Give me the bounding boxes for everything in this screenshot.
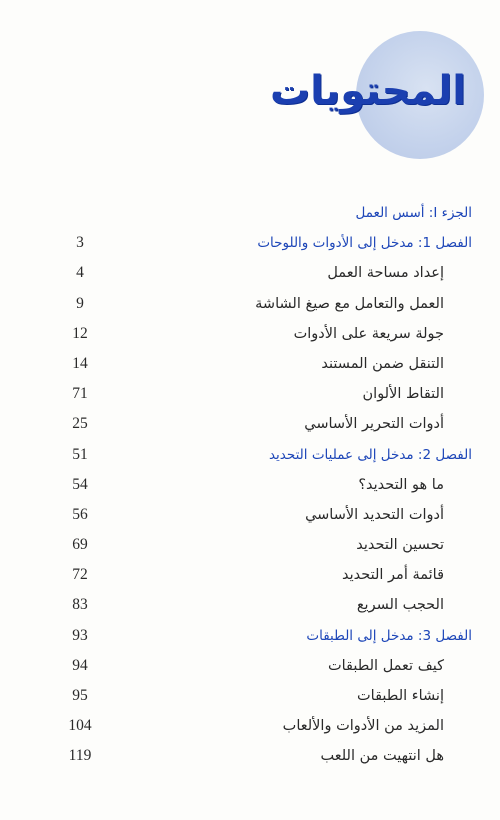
toc-section[interactable] [60,741,472,771]
toc-page-number: 51 [72,445,88,463]
toc-entry-label: إنشاء الطبقات [357,688,444,704]
toc-part-1[interactable] [60,198,472,228]
toc-entry-label: الفصل 1: مدخل إلى الأدوات واللوحات [257,235,472,252]
toc-page-number: 119 [68,747,92,765]
toc-entry-label: التقاط الألوان [362,386,444,403]
toc-entry-label: جولة سريعة على الأدوات [293,325,444,342]
toc-entry-label: الفصل 3: مدخل إلى الطبقات [306,627,472,644]
toc-page-number: 95 [72,687,88,704]
toc-section[interactable] [60,258,472,288]
toc-page-number: 3 [76,234,84,252]
toc-section[interactable] [60,711,472,741]
toc-page-number: 14 [72,354,88,372]
toc-entry-label: تحسين التحديد [356,537,444,554]
toc-section[interactable] [60,560,472,590]
toc-section[interactable] [60,590,472,620]
toc-section[interactable] [60,349,472,379]
toc-entry-label: المزيد من الأدوات والألعاب [282,718,444,735]
toc-chapter-3[interactable] [60,621,472,651]
toc-entry-label: العمل والتعامل مع صيغ الشاشة [255,295,444,312]
toc-page-number: 104 [68,717,92,735]
toc-entry-label: أدوات التحديد الأساسي [305,506,444,523]
toc-entry-label: ما هو التحديد؟ [358,476,444,493]
toc-page-number: 54 [72,475,88,493]
toc-page-number: 93 [72,626,88,644]
toc-page-number: 94 [72,656,88,674]
toc-entry-label: الفصل 2: مدخل إلى عمليات التحديد [268,446,472,463]
toc-page-number: 9 [76,294,84,312]
toc-page-number: 4 [76,264,84,282]
toc-section[interactable] [60,530,472,560]
toc-entry-label: إعداد مساحة العمل [327,265,444,282]
toc-section[interactable] [60,409,472,439]
toc-entry-label: الحجب السريع [356,597,444,614]
toc-page-number: 71 [72,385,88,403]
toc-page-number: 56 [72,505,88,523]
toc-section[interactable] [60,319,472,349]
page-title: المحتويات [269,68,466,114]
toc-section[interactable] [60,681,472,711]
toc-page-number: 69 [72,536,88,554]
table-of-contents [60,198,472,772]
toc-entry-label: هل انتهيت من اللعب [320,748,444,765]
toc-entry-label: الجزء I: أسس العمل [355,205,472,221]
toc-entry-label: التنقل ضمن المستند [321,355,444,372]
toc-entry-label: كيف تعمل الطبقات [327,657,444,674]
toc-entry-label: أدوات التحرير الأساسي [304,416,444,433]
toc-page-number: 83 [72,596,88,614]
toc-chapter-1[interactable] [60,228,472,258]
toc-page-number: 72 [72,566,88,584]
toc-section[interactable] [60,379,472,409]
toc-section[interactable] [60,500,472,530]
toc-chapter-2[interactable] [60,440,472,470]
toc-page-number: 25 [72,415,88,433]
toc-section[interactable] [60,651,472,681]
toc-page-number: 12 [72,324,88,342]
toc-entry-label: قائمة أمر التحديد [342,567,444,584]
toc-section[interactable] [60,470,472,500]
toc-section[interactable] [60,289,472,319]
